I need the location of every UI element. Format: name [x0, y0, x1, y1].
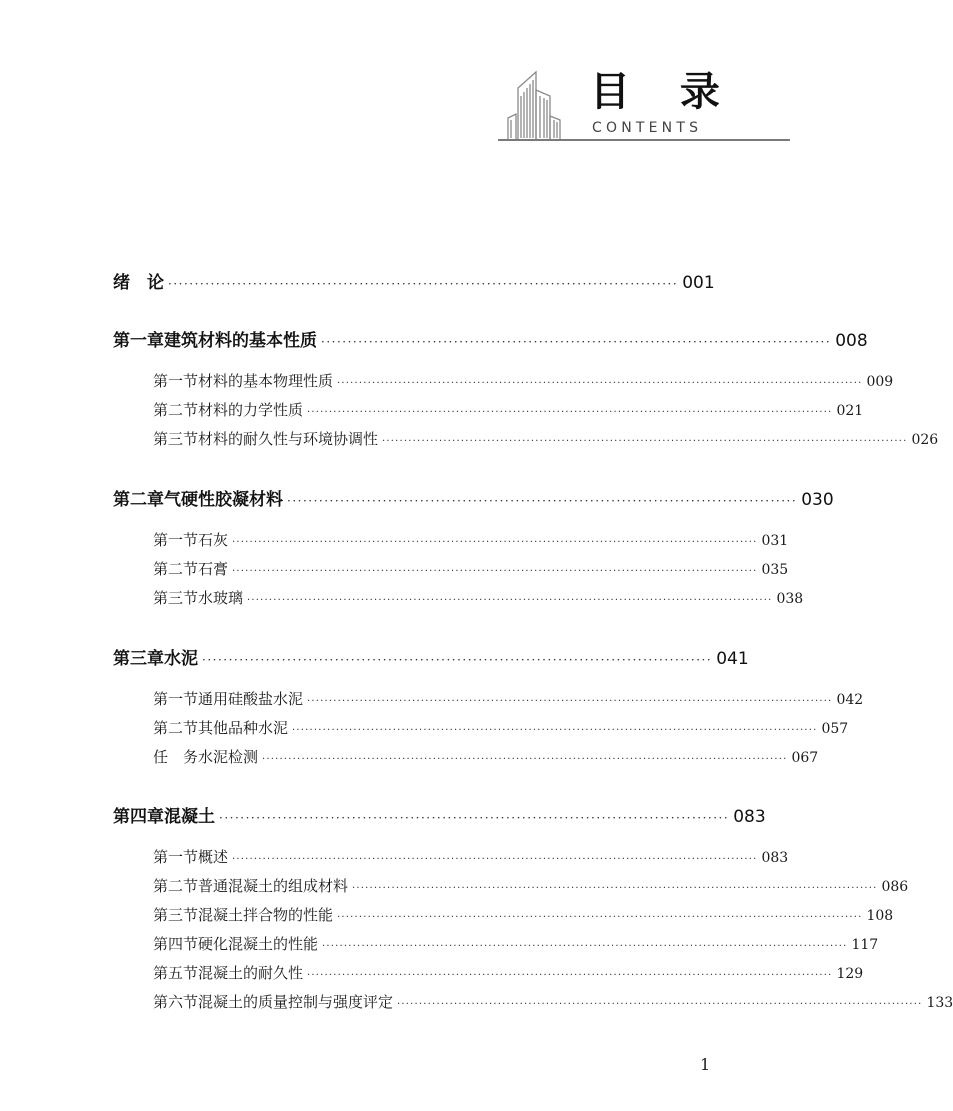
leader-dots: ································································································ — [168, 277, 679, 291]
toc-intro-entry[interactable] — [113, 268, 715, 293]
section-title: 材料的力学性质 — [198, 401, 304, 419]
section-title: 混凝土的质量控制与强度评定 — [198, 993, 394, 1011]
section-label: 第一节 — [153, 848, 199, 866]
toc-section-entry[interactable] — [153, 991, 953, 1012]
chapter-title: 水泥 — [164, 649, 198, 669]
leader-dots: ························································································································ — [382, 436, 908, 447]
page-number: 1 — [700, 1055, 711, 1074]
toc-section-entry[interactable] — [153, 688, 864, 709]
toc-section-entry[interactable] — [153, 370, 894, 391]
leader-dots: ························································································································ — [307, 407, 833, 418]
toc-chapter-entry[interactable] — [113, 802, 766, 827]
page-ref: 083 — [761, 850, 789, 866]
toc-section-entry[interactable] — [153, 428, 939, 449]
section-title: 普通混凝土的组成材料 — [198, 877, 349, 895]
toc-section-entry[interactable] — [153, 875, 909, 896]
section-title: 其他品种水泥 — [198, 719, 289, 737]
leader-dots: ························································································································ — [247, 595, 773, 606]
section-label: 第三节 — [153, 906, 199, 924]
section-label: 第五节 — [153, 964, 199, 982]
page-ref: 038 — [776, 591, 804, 607]
section-label: 第二节 — [153, 877, 199, 895]
section-label: 第三节 — [153, 589, 199, 607]
section-label: 第二节 — [153, 401, 199, 419]
page-ref: 083 — [733, 807, 766, 827]
page-ref: 021 — [836, 403, 864, 419]
page-ref: 042 — [836, 692, 864, 708]
toc-section-entry[interactable] — [153, 962, 864, 983]
chapter-title: 气硬性胶凝材料 — [164, 490, 283, 510]
intro-label: 绪 论 — [113, 273, 164, 293]
page-subtitle: CONTENTS — [592, 120, 703, 136]
page-ref: 001 — [682, 273, 715, 293]
leader-dots: ························································································································ — [352, 883, 878, 894]
leader-dots: ································································································ — [202, 653, 713, 667]
toc-section-entry[interactable] — [153, 558, 789, 579]
leader-dots: ························································································································ — [232, 854, 758, 865]
toc-section-entry[interactable] — [153, 399, 864, 420]
section-title: 硬化混凝土的性能 — [198, 935, 319, 953]
leader-dots: ························································································································ — [262, 754, 788, 765]
leader-dots: ························································································································ — [232, 566, 758, 577]
leader-dots: ························································································································ — [397, 999, 923, 1010]
toc-section-entry[interactable] — [153, 846, 789, 867]
section-label: 第一节 — [153, 690, 199, 708]
page-ref: 030 — [801, 490, 834, 510]
section-title: 水玻璃 — [198, 589, 244, 607]
section-label: 第四节 — [153, 935, 199, 953]
toc-section-entry[interactable] — [153, 904, 894, 925]
section-title: 通用硅酸盐水泥 — [198, 690, 304, 708]
chapter-label: 第二章 — [113, 490, 164, 510]
leader-dots: ································································································ — [219, 811, 730, 825]
page-ref: 009 — [866, 374, 894, 390]
chapter-title: 建筑材料的基本性质 — [164, 331, 317, 351]
page-ref: 108 — [866, 908, 894, 924]
page-ref: 086 — [881, 879, 909, 895]
section-title: 材料的基本物理性质 — [198, 372, 334, 390]
toc-section-entry[interactable] — [153, 587, 804, 608]
leader-dots: ································································································ — [287, 494, 798, 508]
section-label: 第一节 — [153, 531, 199, 549]
toc-section-entry[interactable] — [153, 529, 789, 550]
toc-section-entry[interactable] — [153, 746, 819, 767]
leader-dots: ························································································································ — [337, 912, 863, 923]
leader-dots: ························································································································ — [337, 378, 863, 389]
leader-dots: ························································································································ — [292, 725, 818, 736]
chapter-title: 混凝土 — [164, 807, 215, 827]
page-title: 目 录 — [590, 69, 738, 115]
chapter-label: 第一章 — [113, 331, 164, 351]
page-ref: 035 — [761, 562, 789, 578]
page-ref: 067 — [791, 750, 819, 766]
section-title: 石膏 — [198, 560, 229, 578]
page-ref: 133 — [926, 995, 953, 1011]
section-title: 概述 — [198, 848, 229, 866]
section-title: 水泥检测 — [198, 748, 259, 766]
toc-chapter-entry[interactable] — [113, 644, 749, 669]
leader-dots: ································································································ — [321, 335, 832, 349]
leader-dots: ························································································································ — [232, 537, 758, 548]
page-ref: 117 — [851, 937, 879, 953]
page-ref: 129 — [836, 966, 864, 982]
toc-chapter-entry[interactable] — [113, 326, 868, 351]
section-label: 第一节 — [153, 372, 199, 390]
toc-section-entry[interactable] — [153, 717, 849, 738]
chapter-label: 第三章 — [113, 649, 164, 669]
chapter-label: 第四章 — [113, 807, 164, 827]
page-ref: 031 — [761, 533, 789, 549]
page-ref: 041 — [716, 649, 749, 669]
section-label: 第二节 — [153, 560, 199, 578]
leader-dots: ························································································································ — [307, 970, 833, 981]
toc-chapter-entry[interactable] — [113, 485, 834, 510]
leader-dots: ························································································································ — [322, 941, 848, 952]
leader-dots: ························································································································ — [307, 696, 833, 707]
toc-section-entry[interactable] — [153, 933, 879, 954]
section-label: 任 务 — [153, 748, 199, 766]
section-title: 混凝土的耐久性 — [198, 964, 304, 982]
page-ref: 057 — [821, 721, 849, 737]
section-title: 石灰 — [198, 531, 229, 549]
section-title: 混凝土拌合物的性能 — [198, 906, 334, 924]
section-title: 材料的耐久性与环境协调性 — [198, 430, 379, 448]
section-label: 第二节 — [153, 719, 199, 737]
page-ref: 026 — [911, 432, 939, 448]
section-label: 第六节 — [153, 993, 199, 1011]
section-label: 第三节 — [153, 430, 199, 448]
page-ref: 008 — [835, 331, 868, 351]
